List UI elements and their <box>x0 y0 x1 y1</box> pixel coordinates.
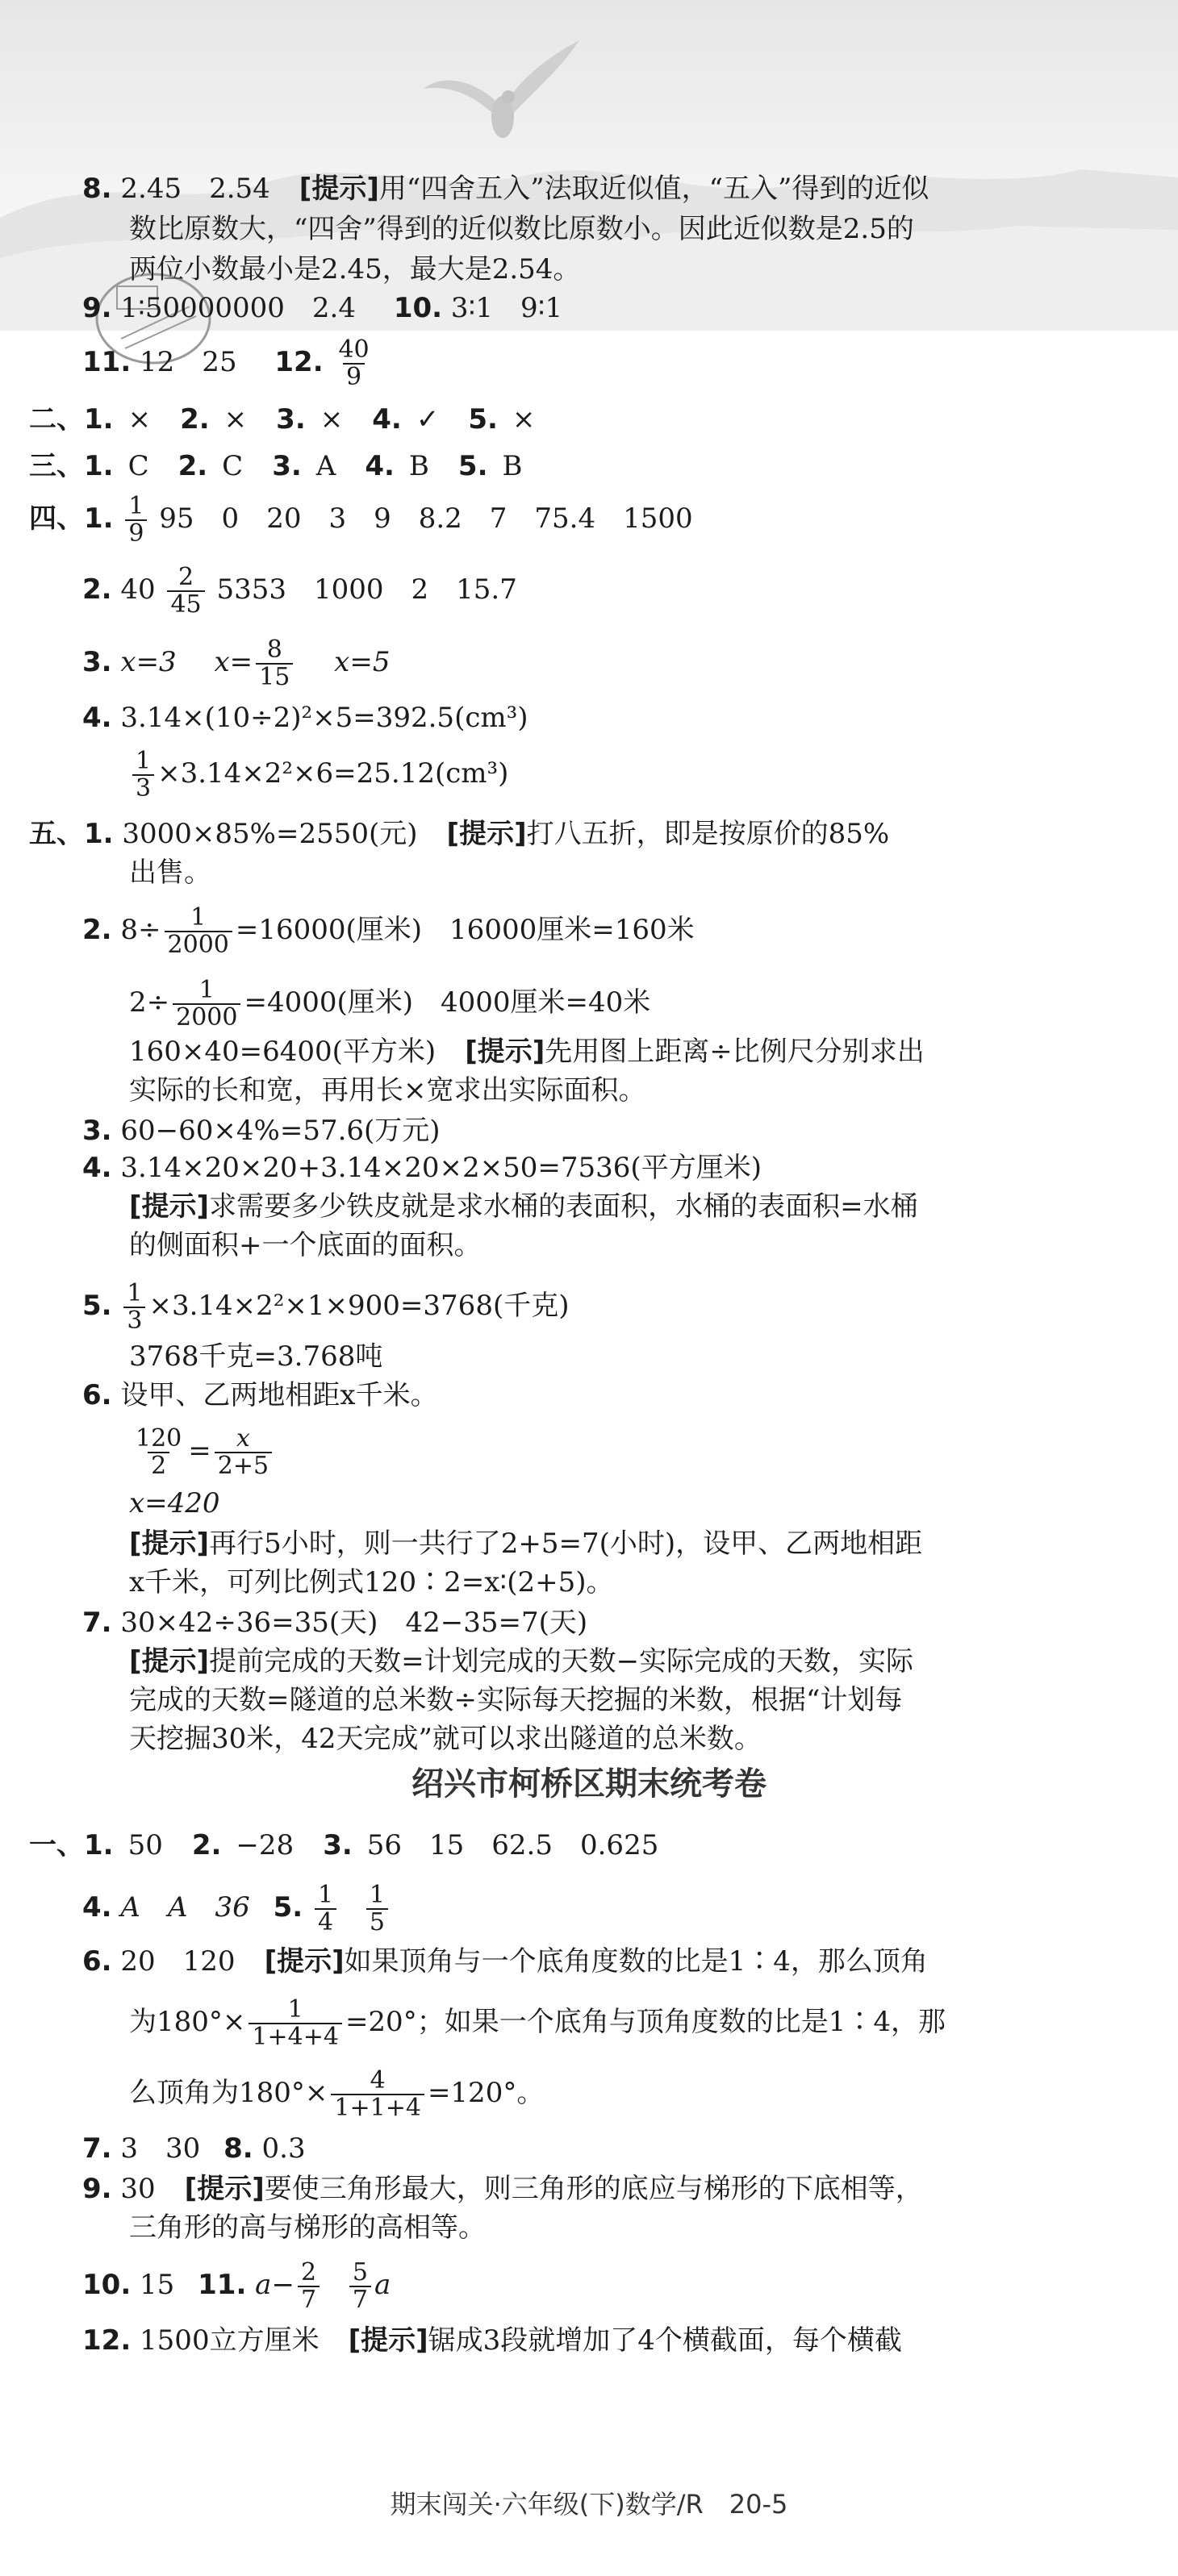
s5-q2-line1: 2. 8÷ $\frac{1}{2000}$ =16000(厘米) 16000厘米=160米 <box>82 903 695 959</box>
s5-q1-line2: 出售。 <box>129 857 211 889</box>
s5-q4-line3: 的侧面积+一个底面的面积。 <box>129 1229 482 1261</box>
t1-q12: 12. 1500立方厘米 [提示]锯成3段就增加了4个横截面，每个横截 <box>82 2324 902 2357</box>
s5-q7-line3: 完成的天数=隧道的总米数÷实际每天挖掘的米数，根据“计划每 <box>129 1684 903 1716</box>
s5-q1: 五、1. 3000×85%=2550(元) [提示]打八五折，即是按原价的85% <box>29 818 890 850</box>
s5-q3: 3. 60−60×4%=57.6(万元) <box>82 1115 441 1147</box>
s5-q5-line2: 3768千克=3.768吨 <box>129 1340 383 1373</box>
q9-q10-line: 9. 1∶50000000 2.4 10. 3∶1 9∶1 <box>82 292 563 324</box>
t1-q7-q8: 7. 3 30 8. 0.3 <box>82 2132 306 2165</box>
s5-q6-answer: x=420 <box>129 1487 220 1519</box>
q8-line2: 数比原数大，“四舍”得到的近似数比原数小。因此近似数是2.5的 <box>129 213 914 245</box>
answer-text: 2.45 2.54 <box>120 173 270 205</box>
s4-q4-line2: $\frac{1}{3}$ ×3.14×2²×6=25.12(cm³) <box>129 748 508 802</box>
t1-q6-line2: 为180°× $\frac{1}{1+4+4}$ =20°；如果一个底角与顶角度数的比是1∶4，那 <box>129 1995 946 2051</box>
exam-heading: 绍兴市柯桥区期末统考卷 <box>411 1765 767 1803</box>
s5-q4-line1: 4. 3.14×20×20+3.14×20×2×50=7536(平方厘米) <box>82 1152 762 1184</box>
s5-q2-line2: 2÷ $\frac{1}{2000}$ =4000(厘米) 4000厘米=40米 <box>129 976 651 1032</box>
s4-q4-line1: 4. 3.14×(10÷2)²×5=392.5(cm³) <box>82 702 528 734</box>
t1-q9-line1: 9. 30 [提示]要使三角形最大，则三角形的底应与梯形的下底相等， <box>82 2173 923 2205</box>
q8-line3: 两位小数最小是2.45，最大是2.54。 <box>129 253 581 286</box>
q11-q12-line: 11. 12 25 12. $\frac{40}{9}$ <box>82 337 376 390</box>
s5-q6-line1: 6. 设甲、乙两地相距x千米。 <box>82 1379 438 1411</box>
eagle-illustration <box>420 32 581 169</box>
s4-q2: 2. 40 $\frac{2}{45}$ 5353 1000 2 15.7 <box>82 563 517 619</box>
s5-q2-line3: 160×40=6400(平方米) [提示]先用图上距离÷比例尺分别求出 <box>129 1036 925 1068</box>
s5-q6-hint: [提示]再行5小时，则一共行了2+5=7(小时)，设甲、乙两地相距 <box>129 1528 923 1560</box>
fraction: $\frac{40}{9}$ <box>338 336 370 391</box>
s5-q7-hint: [提示]提前完成的天数=计划完成的天数−实际完成的天数，实际 <box>129 1645 914 1678</box>
question-number: 8. <box>82 173 112 205</box>
s5-q6-line5: x千米，可列比例式120∶2=x∶(2+5)。 <box>129 1566 614 1599</box>
s5-q6-proportion: $\frac{120}{2}$ = $\frac{x}{2+5}$ <box>129 1426 275 1479</box>
hint-tag: [提示] <box>299 173 379 205</box>
s4-q3: 3. x=3 x= $\frac{8}{15}$ x=5 <box>82 636 391 691</box>
section-3-line: 三、1. C 2. C 3. A 4. B 5. B <box>29 450 523 482</box>
page-footer: 期末闯关·六年级(下)数学/R 20-5 <box>390 2489 788 2520</box>
t1-q9-line2: 三角形的高与梯形的高相等。 <box>129 2211 486 2244</box>
s4-q1: 四、1. $\frac{1}{9}$ 95 0 20 3 9 8.2 7 75.4 1500 <box>29 492 693 548</box>
s5-q7-line4: 天挖掘30米，42天完成”就可以求出隧道的总米数。 <box>129 1723 762 1755</box>
t1-q10-q11: 10. 15 11. a− $\frac{2}{7}$ $\frac{5}{7}$ a <box>82 2258 391 2314</box>
hint-text: 用“四舍五入”法取近似值，“五入”得到的近似 <box>378 173 929 205</box>
t1-q4-q5: 4. A A 36 5. $\frac{1}{4}$ $\frac{1}{5}$ <box>82 1882 391 1936</box>
section-2-line: 二、1. × 2. × 3. × 4. ✓ 5. × <box>29 403 536 436</box>
q8-line1 <box>82 171 929 206</box>
t1-line1: 一、1. 50 2. −28 3. 56 15 62.5 0.625 <box>29 1829 659 1861</box>
s5-q7-line1: 7. 30×42÷36=35(天) 42−35=7(天) <box>82 1607 588 1639</box>
s5-q5-line1: 5. $\frac{1}{3}$ ×3.14×2²×1×900=3768(千克) <box>82 1279 570 1335</box>
s5-q4-line2: [提示]求需要多少铁皮就是求水桶的表面积，水桶的表面积=水桶 <box>129 1190 918 1223</box>
t1-q6-line1: 6. 20 120 [提示]如果顶角与一个底角度数的比是1∶4，那么顶角 <box>82 1945 928 1978</box>
t1-q6-line3: 么顶角为180°× $\frac{4}{1+1+4}$ =120°。 <box>129 2066 545 2122</box>
s5-q2-line4: 实际的长和宽，再用长×宽求出实际面积。 <box>129 1074 646 1107</box>
